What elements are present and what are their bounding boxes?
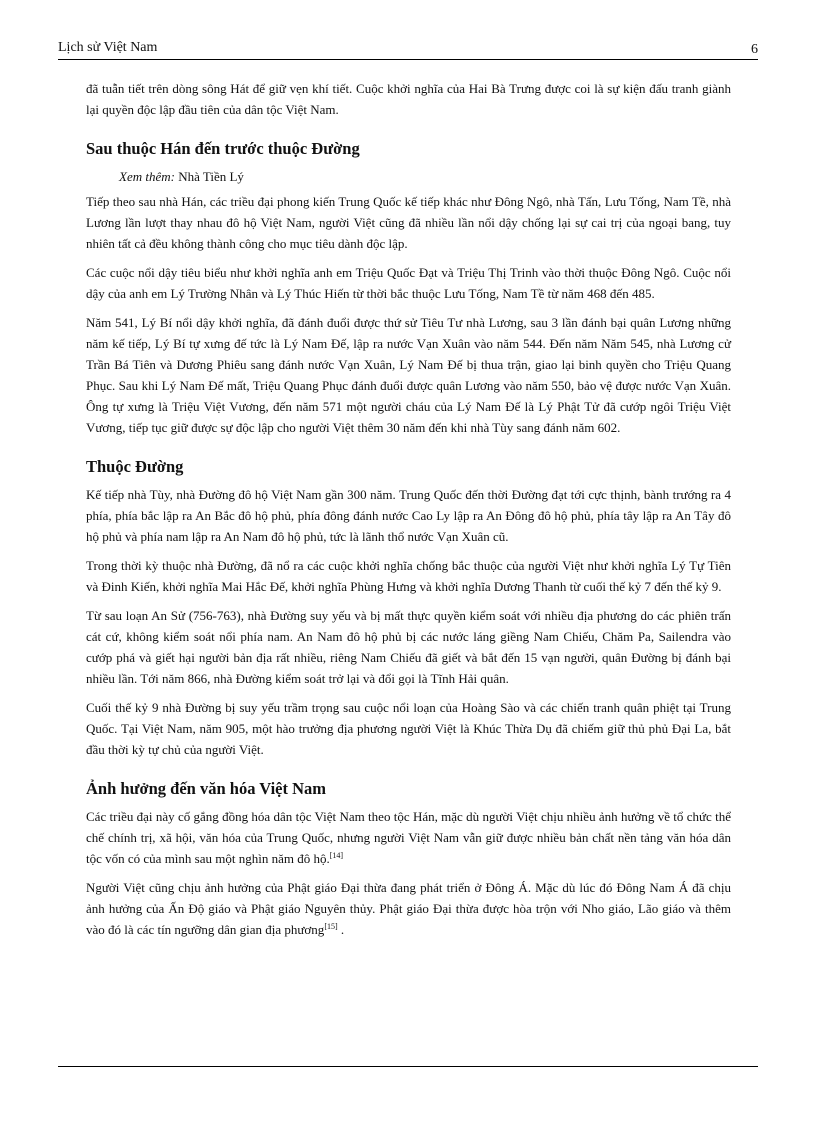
paragraph: Năm 541, Lý Bí nổi dậy khởi nghĩa, đã đánh đuổi được thứ sử Tiêu Tư nhà Lương, sau 3 lần đánh bại quân Lương những năm kế tiếp, Lý Bí tự xưng đế tức là Lý Nam Đế, lập ra nước Vạn Xuân vào năm 544. Đến năm Năm 545, nhà Lương cử Trần Bá Tiên và Dương Phiêu sang đánh nước Vạn Xuân, Lý Nam Đế bị thua trận, giao lại binh quyền cho Triệu Quang Phục. Sau khi Lý Nam Đế mất, Triệu Quang Phục đánh đuổi được quân Lương vào năm 550, bảo vệ được nước Vạn Xuân. Ông tự xưng là Triệu Việt Vương, đến năm 571 một người cháu của Lý Nam Đế là Lý Phật Tử đã cướp ngôi Triệu Việt Vương, tiếp tục giữ được sự độc lập cho người Việt thêm 30 năm đến khi nhà Tùy sang đánh năm 602. xyxy=(86,315,731,435)
paragraph: Cuối thế kỷ 9 nhà Đường bị suy yếu trầm trọng sau cuộc nổi loạn của Hoàng Sào và các chiến tranh quân phiệt tại Trung Quốc. Tại Việt Nam, năm 905, một hào trưởng địa phương người Việt là Khúc Thừa Dụ đã chiếm giữ thủ phủ Đại La, bắt đầu thời kỳ tự chủ của người Việt. xyxy=(86,700,731,757)
header-title: Lịch sử Việt Nam xyxy=(58,40,158,55)
paragraph: Trong thời kỳ thuộc nhà Đường, đã nổ ra các cuộc khởi nghĩa chống bắc thuộc của người Việt như khởi nghĩa Lý Tự Tiên và Đinh Kiến, khởi nghĩa Mai Hắc Đế, khởi nghĩa Phùng Hưng và khởi nghĩa Dương Thanh từ cuối thế kỷ 7 đến thế kỷ 9. xyxy=(86,558,731,594)
paragraph: Kế tiếp nhà Tùy, nhà Đường đô hộ Việt Nam gần 300 năm. Trung Quốc đến thời Đường đạt tới cực thịnh, bành trướng ra 4 phía, phía bắc lập ra An Bắc đô hộ phủ, phía đông đánh nước Cao Ly lập ra An Đông đô hộ phủ, phía tây lập ra An Tây đô hộ phủ và phía nam lập ra An Nam đô hộ phủ, tức là lãnh thổ nước Vạn Xuân cũ. xyxy=(86,487,731,544)
citation-ref[interactable]: [14] xyxy=(329,851,344,860)
paragraph xyxy=(86,877,731,940)
page-number: 6 xyxy=(751,42,758,57)
page-header xyxy=(58,37,758,60)
paragraph-tail: . xyxy=(337,922,345,937)
paragraph: Từ sau loạn An Sử (756-763), nhà Đường suy yếu và bị mất thực quyền kiểm soát với nhiều địa phương do các phiên trấn cát cứ, không kiểm soát nổi phía nam. An Nam đô hộ phủ bị các nước láng giềng Nam Chiếu, Chăm Pa, Sailendra vào cướp phá và giết hại người bản địa rất nhiều, riêng Nam Chiếu đã giết và bắt đến 15 vạn người, quân Đường bị đánh bại nhiều lần. Tới năm 866, nhà Đường kiểm soát trở lại và đổi gọi là Tĩnh Hải quân. xyxy=(86,608,731,686)
section-heading-anh-huong-van-hoa: Ảnh hưởng đến văn hóa Việt Nam xyxy=(86,779,327,798)
paragraph: Các cuộc nổi dậy tiêu biểu như khởi nghĩa anh em Triệu Quốc Đạt và Triệu Thị Trinh vào thời thuộc Đông Ngô. Cuộc nổi dậy của anh em Lý Trường Nhân và Lý Thúc Hiến từ thời bắc thuộc Lưu Tống, Nam Tề từ năm 468 đến 485. xyxy=(86,265,731,301)
intro-paragraph: đã tuẫn tiết trên dòng sông Hát để giữ vẹn khí tiết. Cuộc khởi nghĩa của Hai Bà Trưng được coi là sự kiện đấu tranh giành lại quyền độc lập đầu tiên của dân tộc Việt Nam. xyxy=(86,81,731,117)
paragraph-text: Người Việt cũng chịu ảnh hưởng của Phật giáo Đại thừa đang phát triển ở Đông Á. Mặc dù lúc đó Đông Nam Á đã chịu ảnh hưởng của Ấn Độ giáo và Phật giáo Nguyên thủy. Phật giáo Đại thừa được hòa trộn với Nho giáo, Lão giáo và thêm vào đó là các tín ngưỡng dân gian địa phương xyxy=(86,880,731,937)
paragraph-text: Các triều đại này cố gắng đồng hóa dân tộc Việt Nam theo tộc Hán, mặc dù người Việt chịu nhiều ảnh hưởng về tổ chức thể chế chính trị, xã hội, văn hóa của Trung Quốc, nhưng người Việt Nam vẫn giữ được nhiều bản chất nền tảng văn hóa dân tộc vốn có của mình sau một nghìn năm đô hộ. xyxy=(86,809,731,866)
article-body xyxy=(86,78,731,948)
footer-divider xyxy=(58,1066,758,1067)
paragraph xyxy=(86,806,731,869)
citation-ref[interactable]: [15] xyxy=(324,922,338,931)
section-heading-sau-thuoc-han: Sau thuộc Hán đến trước thuộc Đường xyxy=(86,139,360,158)
see-also-line xyxy=(119,166,731,187)
section-heading-thuoc-duong: Thuộc Đường xyxy=(86,457,184,476)
see-also-label: Xem thêm: xyxy=(119,169,175,184)
see-also-link[interactable]: Nhà Tiền Lý xyxy=(178,169,244,184)
paragraph: Tiếp theo sau nhà Hán, các triều đại phong kiến Trung Quốc kế tiếp khác như Đông Ngô, nhà Tấn, Lưu Tống, Nam Tề, nhà Lương lần lượt thay nhau đô hộ Việt Nam, người Việt cũng đã nhiều lần nổi dậy chống lại sự cai trị của ngoại bang, tuy nhiên tất cả đều không thành công cho mục tiêu dành độc lập. xyxy=(86,194,731,251)
